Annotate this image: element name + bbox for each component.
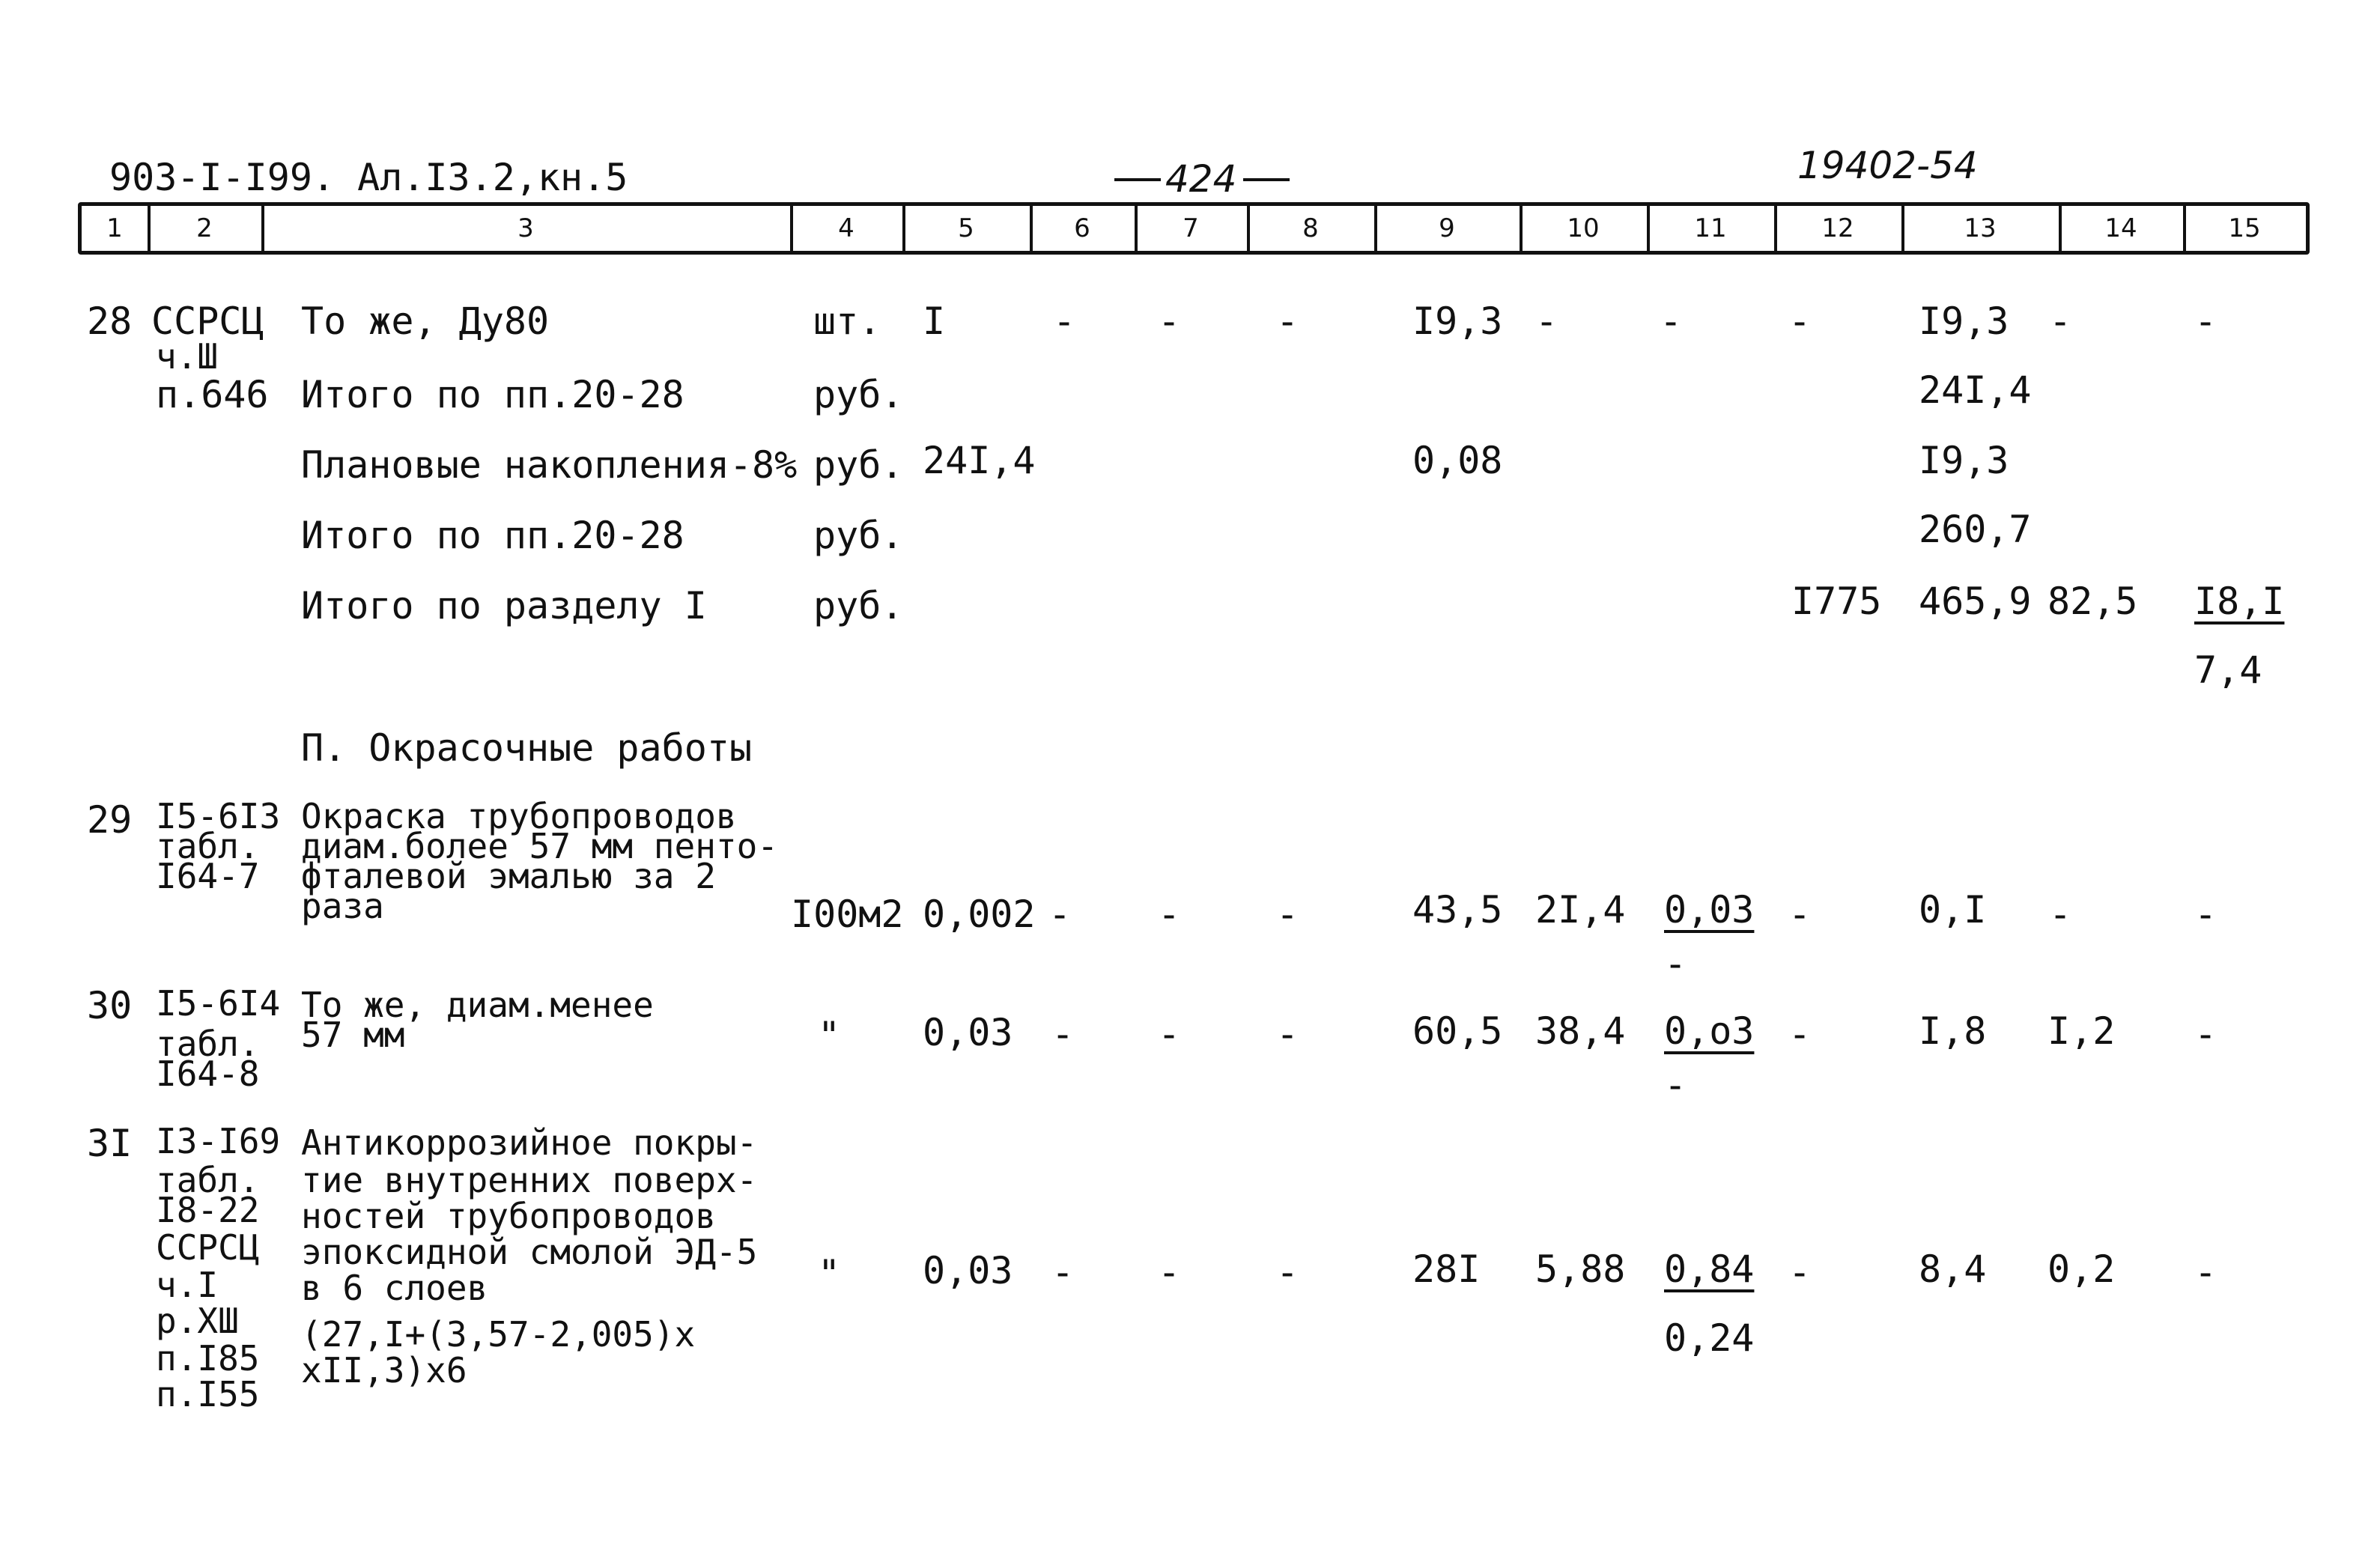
cell-col9: 43,5 [1412, 888, 1503, 931]
work-description: Итого по пп.20-28 [301, 514, 684, 557]
column-header-12: 12 [1821, 213, 1854, 243]
cell-col14: 0,2 [2047, 1247, 2116, 1291]
column-header-1: 1 [106, 213, 123, 243]
row-number: 30 [87, 984, 133, 1027]
row-number: 29 [87, 798, 133, 842]
calculation-formula: хII,3)х6 [301, 1350, 467, 1391]
norm-code: табл. [156, 826, 260, 866]
cell-col14: - [2049, 300, 2072, 343]
work-description: эпоксидной смолой ЭД-5 [301, 1232, 758, 1272]
cell-col13: 8,4 [1919, 1247, 1987, 1291]
cell-col14: 82,5 [2047, 580, 2138, 623]
cell-col6: - [1053, 300, 1076, 343]
cell-col6: - [1048, 893, 1072, 936]
norm-code: п.I85 [156, 1338, 260, 1379]
cell-col7: - [1158, 1250, 1181, 1294]
norm-code: ССРСЦ [156, 1227, 260, 1268]
cell-col10: - [1535, 300, 1558, 343]
column-header-5: 5 [958, 213, 974, 243]
work-description: Окраска трубопроводов [301, 796, 737, 836]
unit: I00м2 [791, 893, 904, 936]
cell-col14: - [2049, 893, 2072, 936]
cell-col15: - [2194, 893, 2217, 936]
norm-code: табл. [156, 1160, 260, 1200]
column-header-7: 7 [1183, 213, 1199, 243]
cell-col11-second: 0,24 [1664, 1316, 1755, 1360]
norm-code: I64-7 [156, 856, 260, 896]
document-code: 903-I-I99. Ал.I3.2,кн.5 [109, 156, 628, 199]
work-description: диам.более 57 мм пенто- [301, 826, 778, 866]
norm-code: табл. [156, 1024, 260, 1064]
column-header-2: 2 [196, 213, 213, 243]
cell-col13: I,8 [1919, 1009, 1987, 1053]
cell-col5: 0,03 [923, 1011, 1013, 1054]
inventory-number: 19402-54 [1797, 144, 1978, 187]
cell-col6: - [1051, 1250, 1075, 1294]
cell-col12: - [1788, 300, 1812, 343]
cell-col9: I9,3 [1412, 300, 1503, 343]
cell-col15: - [2194, 300, 2217, 343]
cell-col13: I9,3 [1919, 439, 2009, 482]
page-number: 424 [1165, 157, 1237, 201]
unit: " [818, 1252, 841, 1295]
work-description: Плановые накопления-8% [301, 443, 798, 487]
cell-col12: - [1788, 1012, 1812, 1056]
cell-col12: - [1788, 1250, 1812, 1294]
norm-code: I8-22 [156, 1190, 260, 1230]
cell-col9: 60,5 [1412, 1009, 1503, 1053]
cell-col5: 0,002 [923, 893, 1036, 936]
work-description: Итого по пп.20-28 [301, 373, 684, 416]
cell-col11-second: - [1664, 1063, 1687, 1107]
cell-col15-second: 7,4 [2194, 648, 2262, 692]
cell-col11: 0,03 [1664, 888, 1755, 931]
norm-code: I5-6I3 [156, 796, 281, 836]
cell-col8: - [1276, 1250, 1299, 1294]
cell-col7: - [1158, 300, 1181, 343]
norm-code: I64-8 [156, 1054, 260, 1094]
cell-col13: 465,9 [1919, 580, 2032, 623]
work-description: 57 мм [301, 1015, 405, 1055]
column-header-11: 11 [1694, 213, 1727, 243]
unit: шт. [813, 300, 881, 343]
cell-col13: 260,7 [1919, 508, 2032, 551]
unit: руб. [813, 443, 904, 487]
cell-col15: - [2194, 1012, 2217, 1056]
column-header-14: 14 [2104, 213, 2137, 243]
work-description: То же, диам.менее [301, 985, 654, 1025]
cell-col15: I8,I [2194, 580, 2285, 623]
column-header-8: 8 [1302, 213, 1319, 243]
norm-code: I3-I69 [156, 1121, 281, 1161]
cell-col10: 38,4 [1535, 1009, 1626, 1053]
cell-col8: - [1276, 893, 1299, 936]
calculation-formula: (27,I+(3,57-2,005)х [301, 1314, 696, 1355]
norm-code: ССРСЦ [151, 300, 264, 343]
page-number-dash-left [1114, 178, 1161, 181]
cell-col11-second: - [1664, 942, 1687, 985]
norm-code: р.ХШ [156, 1301, 239, 1341]
column-header-3: 3 [517, 213, 534, 243]
norm-code: ч.Ш [156, 336, 219, 377]
norm-code: п.646 [156, 373, 269, 416]
cell-col10: 2I,4 [1535, 888, 1626, 931]
column-header-15: 15 [2228, 213, 2261, 243]
cell-col5: 24I,4 [923, 439, 1036, 482]
work-description: раза [301, 886, 384, 926]
cell-col8: - [1276, 300, 1299, 343]
work-description: тие внутренних поверх- [301, 1160, 758, 1200]
work-description: То же, Ду80 [301, 300, 550, 343]
cell-col7: - [1158, 893, 1181, 936]
column-header-6: 6 [1074, 213, 1090, 243]
cell-col11: - [1660, 300, 1683, 343]
cell-col15: - [2194, 1250, 2217, 1294]
work-description: Антикоррозийное покры- [301, 1122, 758, 1163]
unit: " [818, 1014, 841, 1057]
column-header-4: 4 [838, 213, 854, 243]
column-header-13: 13 [1964, 213, 1997, 243]
cell-col5: 0,03 [923, 1249, 1013, 1292]
work-description: Итого по разделу I [301, 584, 707, 627]
cell-col14: I,2 [2047, 1009, 2116, 1053]
section-heading: П. Окрасочные работы [301, 726, 753, 770]
cell-col9: 28I [1412, 1247, 1481, 1291]
unit: руб. [813, 584, 904, 627]
work-description: фталевой эмалью за 2 [301, 856, 716, 896]
cell-col11: 0,о3 [1664, 1009, 1755, 1053]
cell-col11: 0,84 [1664, 1247, 1755, 1291]
column-header-9: 9 [1439, 213, 1455, 243]
cell-col8: - [1276, 1012, 1299, 1056]
column-header-10: 10 [1567, 213, 1600, 243]
norm-code: ч.I [156, 1265, 219, 1305]
page-number-dash-right [1243, 178, 1290, 181]
cell-col10: 5,88 [1535, 1247, 1626, 1291]
work-description: ностей трубопроводов [301, 1196, 716, 1236]
column-header-bar [78, 202, 2310, 255]
cell-col12: - [1788, 893, 1812, 936]
cell-col13: I9,3 [1919, 300, 2009, 343]
row-number: 3I [87, 1122, 133, 1165]
row-number: 28 [87, 300, 133, 343]
unit: руб. [813, 373, 904, 416]
cell-col13: 0,I [1919, 888, 1987, 931]
norm-code: п.I55 [156, 1374, 260, 1414]
cell-col9: 0,08 [1412, 439, 1503, 482]
norm-code: I5-6I4 [156, 983, 281, 1024]
cell-col12: I775 [1791, 580, 1882, 623]
unit: руб. [813, 514, 904, 557]
cell-col6: - [1051, 1012, 1075, 1056]
work-description: в 6 слоев [301, 1268, 488, 1308]
cell-col13: 24I,4 [1919, 368, 2032, 412]
cell-col7: - [1158, 1012, 1181, 1056]
cell-col5: I [923, 300, 946, 343]
